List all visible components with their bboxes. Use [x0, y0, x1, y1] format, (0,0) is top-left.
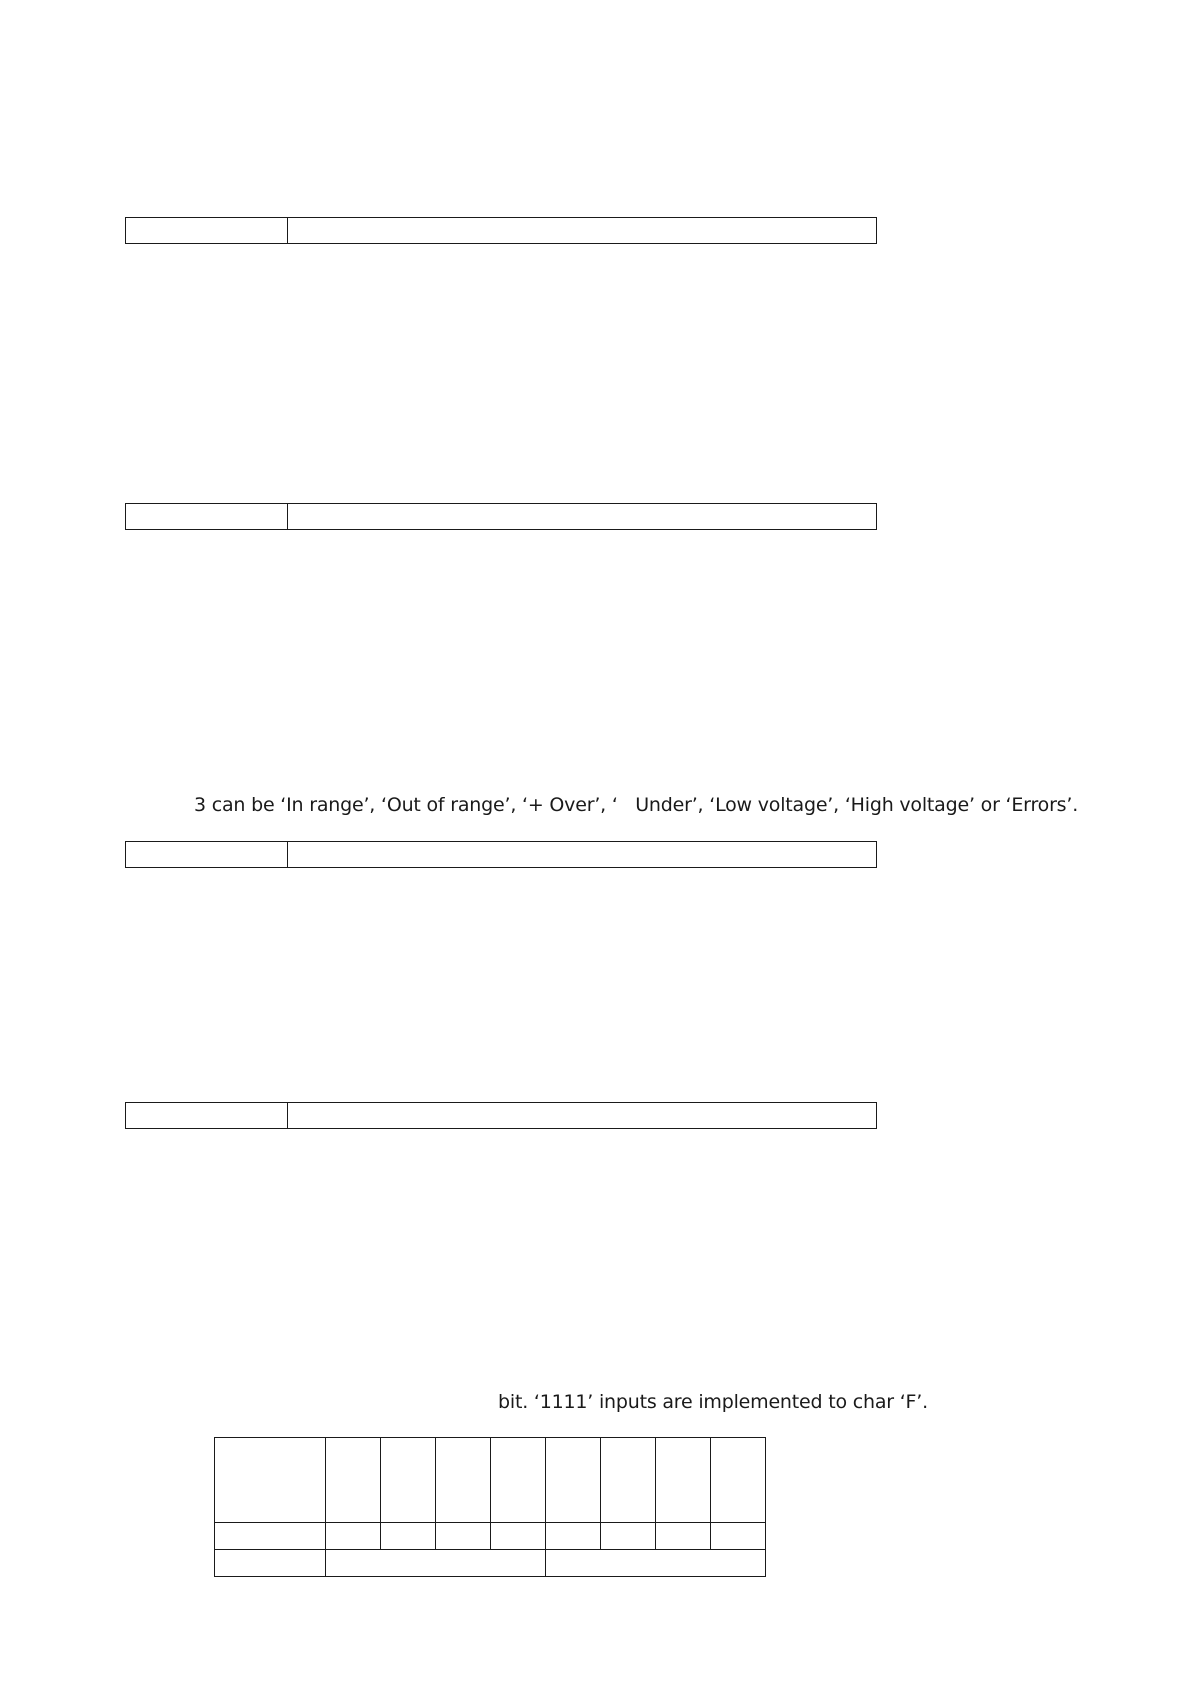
field-row-1 — [125, 217, 877, 244]
field-row-1-value — [288, 218, 876, 243]
status-values-text: 3 can be ‘In range’, ‘Out of range’, ‘+ Over’, ‘ Under’, ‘Low voltage’, ‘High voltage’ or ‘Errors’. — [194, 794, 1079, 816]
bit-table-bit-cell — [381, 1523, 436, 1550]
bit-table-header-cell — [546, 1438, 601, 1523]
field-row-4-value — [288, 1103, 876, 1128]
bit-table-nibble-label — [215, 1550, 326, 1577]
bit-table-bit-cell — [546, 1523, 601, 1550]
bit-table-bit-cell — [711, 1523, 766, 1550]
bit-table-bit-cell — [326, 1523, 381, 1550]
bit-table-high-nibble-cell — [326, 1550, 546, 1577]
bit-table-header-label — [215, 1438, 326, 1523]
bit-table-bit-cell — [491, 1523, 546, 1550]
bit-table-nibble-row — [215, 1550, 766, 1577]
bit-table-header-cell — [601, 1438, 656, 1523]
field-row-2 — [125, 503, 877, 530]
field-row-3 — [125, 841, 877, 868]
bit-table-header-cell — [381, 1438, 436, 1523]
bit-table-header-cell — [711, 1438, 766, 1523]
bit-table-low-nibble-cell — [546, 1550, 766, 1577]
field-row-1-key — [126, 218, 288, 243]
field-row-4 — [125, 1102, 877, 1129]
field-row-2-value — [288, 504, 876, 529]
field-row-4-key — [126, 1103, 288, 1128]
bit-table-bits-label — [215, 1523, 326, 1550]
bit-table-header-cell — [656, 1438, 711, 1523]
bit-table-bit-cell — [436, 1523, 491, 1550]
bit-table-header-cell — [491, 1438, 546, 1523]
bit-table-header-row — [215, 1438, 766, 1523]
field-row-3-value — [288, 842, 876, 867]
field-row-3-key — [126, 842, 288, 867]
bit-table-bit-cell — [656, 1523, 711, 1550]
char-mapping-text: bit. ‘1111’ inputs are implemented to char ‘F’. — [498, 1391, 928, 1413]
field-row-2-key — [126, 504, 288, 529]
bit-table-bit-cell — [601, 1523, 656, 1550]
bit-table-header-cell — [326, 1438, 381, 1523]
bit-table-header-cell — [436, 1438, 491, 1523]
bit-table-bits-row — [215, 1523, 766, 1550]
bit-layout-table — [214, 1437, 766, 1577]
